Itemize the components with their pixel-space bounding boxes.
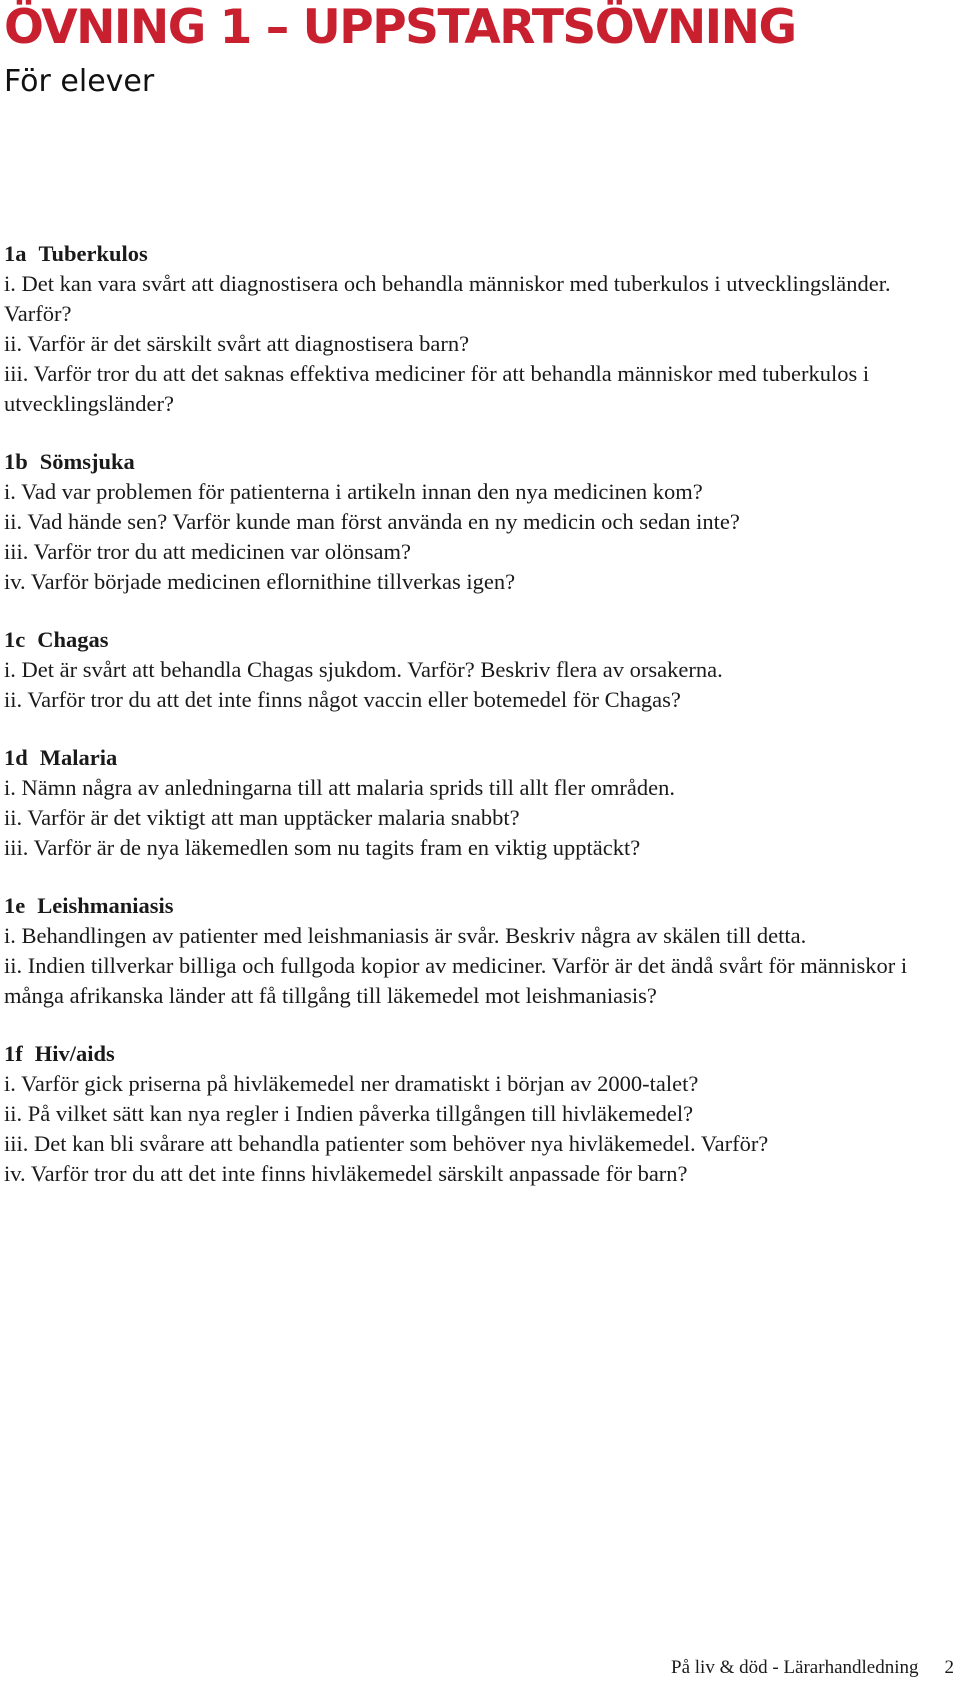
- question-item: iii. Varför tror du att medicinen var olönsam?: [4, 539, 411, 564]
- section-heading: [4, 1039, 954, 1069]
- question-item: iv. Varför tror du att det inte finns hivläkemedel särskilt anpassade för barn?: [4, 1161, 688, 1186]
- section-somsjuka: [4, 447, 954, 597]
- section-name: Chagas: [37, 627, 109, 652]
- section-name: Leishmaniasis: [37, 893, 174, 918]
- question-item: iii. Varför tror du att det saknas effektiva mediciner för att behandla människor med tuberkulos i utvecklingsländer?: [4, 361, 870, 416]
- question-item: iv. Varför började medicinen eflornithine tillverkas igen?: [4, 569, 516, 594]
- section-malaria: [4, 743, 954, 863]
- question-item: ii. Vad hände sen? Varför kunde man först använda en ny medicin och sedan inte?: [4, 509, 740, 534]
- question-item: ii. På vilket sätt kan nya regler i Indien påverka tillgången till hivläkemedel?: [4, 1101, 694, 1126]
- section-name: Hiv/aids: [34, 1041, 115, 1066]
- page-title: ÖVNING 1 – UPPSTARTSÖVNING: [4, 0, 796, 55]
- section-chagas: [4, 625, 954, 715]
- question-item: i. Vad var problemen för patienterna i artikeln innan den nya medicinen kom?: [4, 479, 703, 504]
- section-leishmaniasis: [4, 891, 954, 1011]
- section-heading: [4, 239, 954, 269]
- section-heading: [4, 891, 954, 921]
- section-heading: [4, 743, 954, 773]
- section-id: 1e: [4, 893, 26, 918]
- section-id: 1a: [4, 241, 27, 266]
- question-item: i. Det kan vara svårt att diagnostisera och behandla människor med tuberkulos i utvecklingsländer. Varför?: [4, 271, 891, 326]
- question-item: i. Det är svårt att behandla Chagas sjukdom. Varför? Beskriv flera av orsakerna.: [4, 657, 723, 682]
- section-heading: [4, 447, 954, 477]
- question-item: ii. Varför är det särskilt svårt att diagnostisera barn?: [4, 331, 470, 356]
- section-id: 1f: [4, 1041, 23, 1066]
- section-name: Malaria: [39, 745, 118, 770]
- question-item: iii. Varför är de nya läkemedlen som nu tagits fram en viktig upptäckt?: [4, 835, 641, 860]
- section-name: Sömsjuka: [39, 449, 135, 474]
- question-item: i. Behandlingen av patienter med leishmaniasis är svår. Beskriv några av skälen till detta.: [4, 923, 807, 948]
- question-list: [4, 239, 954, 1217]
- section-id: 1d: [4, 745, 28, 770]
- question-item: ii. Indien tillverkar billiga och fullgoda kopior av mediciner. Varför är det ändå svårt för människor i många afrikanska länder att få tillgång till läkemedel mot leishmaniasis?: [4, 953, 908, 1008]
- question-item: i. Nämn några av anledningarna till att malaria sprids till allt fler områden.: [4, 775, 676, 800]
- footer-text: På liv & död - Lärarhandledning: [671, 1657, 919, 1678]
- section-hiv-aids: [4, 1039, 954, 1189]
- section-name: Tuberkulos: [38, 241, 148, 266]
- question-item: ii. Varför är det viktigt att man upptäcker malaria snabbt?: [4, 805, 520, 830]
- section-heading: [4, 625, 954, 655]
- section-id: 1b: [4, 449, 28, 474]
- section-id: 1c: [4, 627, 26, 652]
- page-footer: [671, 1657, 954, 1679]
- question-item: ii. Varför tror du att det inte finns något vaccin eller botemedel för Chagas?: [4, 687, 681, 712]
- question-item: i. Varför gick priserna på hivläkemedel ner dramatiskt i början av 2000-talet?: [4, 1071, 699, 1096]
- page-subtitle: För elever: [4, 64, 155, 99]
- section-tuberkulos: [4, 239, 954, 419]
- question-item: iii. Det kan bli svårare att behandla patienter som behöver nya hivläkemedel. Varför?: [4, 1131, 769, 1156]
- page-number: 2: [944, 1657, 954, 1678]
